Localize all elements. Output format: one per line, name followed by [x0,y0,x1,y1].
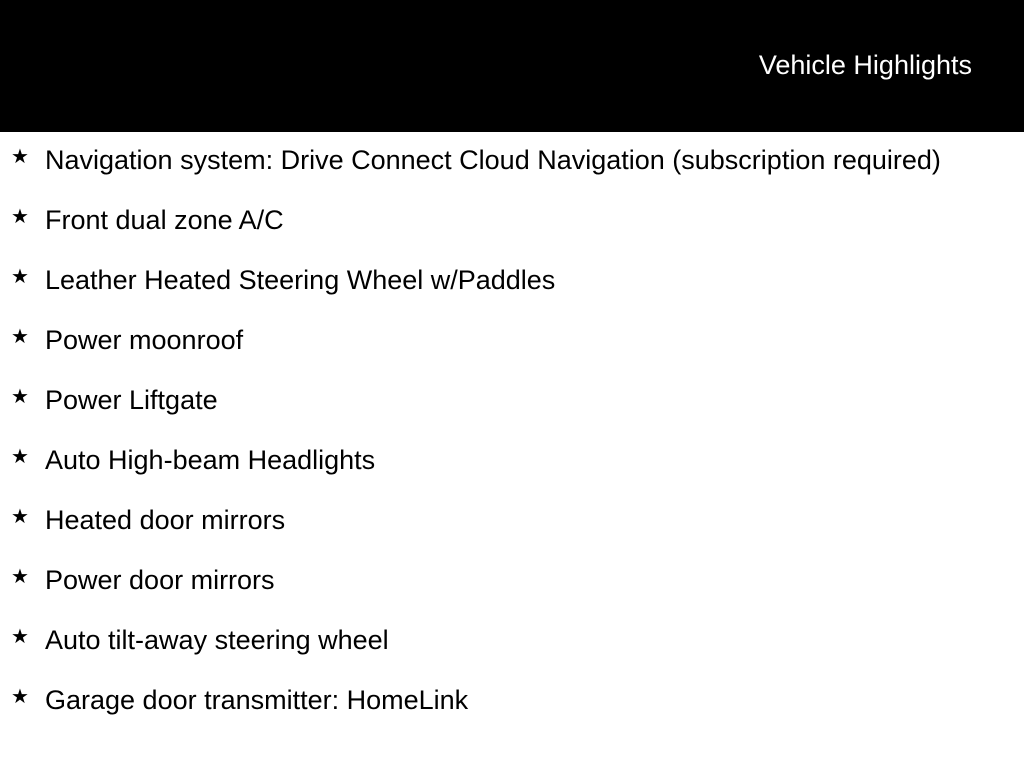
highlight-text: Power door mirrors [45,565,275,595]
star-icon: ★ [11,506,29,528]
star-icon: ★ [11,446,29,468]
highlights-list [0,143,1024,743]
list-item [0,263,1024,298]
star-icon: ★ [11,386,29,408]
page-title: Vehicle Highlights [758,50,972,80]
highlight-text: Power moonroof [45,325,244,355]
list-item [0,683,1024,718]
list-item [0,503,1024,538]
highlight-text: Garage door transmitter: HomeLink [45,685,469,715]
highlight-text: Auto High-beam Headlights [45,445,376,475]
star-icon: ★ [11,686,29,708]
header-bar [0,0,1024,132]
list-item [0,323,1024,358]
highlight-text: Navigation system: Drive Connect Cloud Navigation (subscription required) [45,145,941,175]
list-item [0,203,1024,238]
list-item [0,623,1024,658]
highlight-text: Heated door mirrors [45,505,286,535]
list-item [0,443,1024,478]
list-item [0,383,1024,418]
list-item [0,143,1024,178]
highlight-text: Auto tilt-away steering wheel [45,625,389,655]
star-icon: ★ [11,326,29,348]
star-icon: ★ [11,566,29,588]
list-item [0,563,1024,598]
star-icon: ★ [11,266,29,288]
highlight-text: Power Liftgate [45,385,218,415]
star-icon: ★ [11,626,29,648]
star-icon: ★ [11,206,29,228]
highlight-text: Leather Heated Steering Wheel w/Paddles [45,265,556,295]
highlight-text: Front dual zone A/C [45,205,284,235]
star-icon: ★ [11,146,29,168]
